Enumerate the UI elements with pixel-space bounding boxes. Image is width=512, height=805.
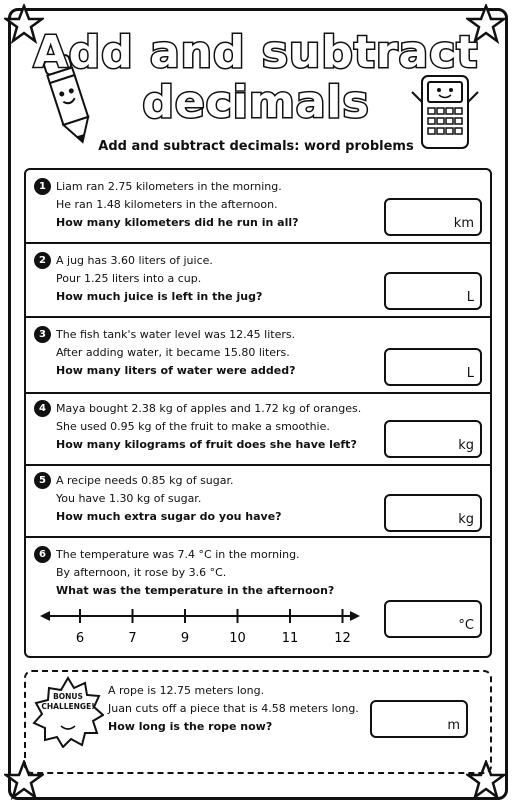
problem-row-3 <box>26 316 490 392</box>
bonus-text: A rope is 12.75 meters long. <box>108 684 265 697</box>
problem-number: 5 <box>34 472 51 489</box>
number-line-tick-label: 10 <box>229 631 246 646</box>
page-title-line1: Add and subtract <box>33 27 479 78</box>
problem-text: The temperature was 7.4 °C in the morning. <box>56 548 300 561</box>
problem-row-2 <box>26 242 490 316</box>
bonus-question: How long is the rope now? <box>108 720 273 733</box>
problem-text: By afternoon, it rose by 3.6 °C. <box>56 566 227 579</box>
bonus-text: Juan cuts off a piece that is 4.58 meters long. <box>108 702 359 715</box>
problems-card <box>24 168 492 658</box>
answer-box[interactable] <box>384 272 482 310</box>
problem-question: How many kilometers did he run in all? <box>56 216 299 229</box>
number-line-tick-label: 12 <box>334 631 351 646</box>
answer-box[interactable] <box>384 198 482 236</box>
answer-unit: kg <box>458 438 474 453</box>
problem-text: Maya bought 2.38 kg of apples and 1.72 kg of oranges. <box>56 402 362 415</box>
problem-text: You have 1.30 kg of sugar. <box>56 492 202 505</box>
answer-box[interactable] <box>370 700 468 738</box>
page-title-line2: decimals <box>142 77 370 128</box>
answer-box[interactable] <box>384 494 482 532</box>
answer-unit: km <box>453 216 474 231</box>
problem-question: How much juice is left in the jug? <box>56 290 263 303</box>
arrow-right-icon <box>350 611 360 621</box>
problem-number: 4 <box>34 400 51 417</box>
answer-box[interactable] <box>384 600 482 638</box>
number-line <box>40 604 360 646</box>
problem-number: 3 <box>34 326 51 343</box>
problem-question: How many kilograms of fruit does she have left? <box>56 438 357 451</box>
problem-question: How much extra sugar do you have? <box>56 510 282 523</box>
problem-text: A recipe needs 0.85 kg of sugar. <box>56 474 234 487</box>
bonus-badge-line2: CHALLENGE! <box>41 702 95 711</box>
problem-row-4 <box>26 392 490 466</box>
problem-text: A jug has 3.60 liters of juice. <box>56 254 213 267</box>
problem-question: What was the temperature in the afternoon? <box>56 584 335 597</box>
answer-unit: L <box>466 290 474 305</box>
problem-text: She used 0.95 kg of the fruit to make a smoothie. <box>56 420 330 433</box>
arrow-left-icon <box>40 611 50 621</box>
bonus-starburst-icon <box>32 676 104 748</box>
problem-number: 2 <box>34 252 51 269</box>
number-line-tick-label: 6 <box>75 631 85 646</box>
answer-box[interactable] <box>384 348 482 386</box>
answer-box[interactable] <box>384 420 482 458</box>
answer-unit: L <box>466 366 474 381</box>
answer-unit: °C <box>458 618 474 633</box>
bonus-badge-line1: BONUS <box>53 692 83 701</box>
problem-text: Pour 1.25 liters into a cup. <box>56 272 202 285</box>
answer-unit: kg <box>458 512 474 527</box>
problem-text: After adding water, it became 15.80 liters. <box>56 346 290 359</box>
problem-row-6 <box>26 536 490 658</box>
problem-text: Liam ran 2.75 kilometers in the morning. <box>56 180 282 193</box>
number-line-tick-label: 7 <box>128 631 137 646</box>
problem-number: 6 <box>34 546 51 563</box>
problem-number: 1 <box>34 178 51 195</box>
problem-row-5 <box>26 464 490 536</box>
bonus-challenge-card <box>24 670 492 774</box>
bonus-badge-label <box>32 692 104 712</box>
answer-unit: m <box>447 718 460 733</box>
problem-text: The fish tank's water level was 12.45 liters. <box>56 328 296 341</box>
number-line-tick-label: 9 <box>180 631 190 646</box>
problem-text: He ran 1.48 kilometers in the afternoon. <box>56 198 278 211</box>
number-line-tick-label: 11 <box>281 631 299 646</box>
page-subtitle: Add and subtract decimals: word problems <box>98 139 414 154</box>
problem-row-1 <box>26 170 490 242</box>
problem-question: How many liters of water were added? <box>56 364 296 377</box>
